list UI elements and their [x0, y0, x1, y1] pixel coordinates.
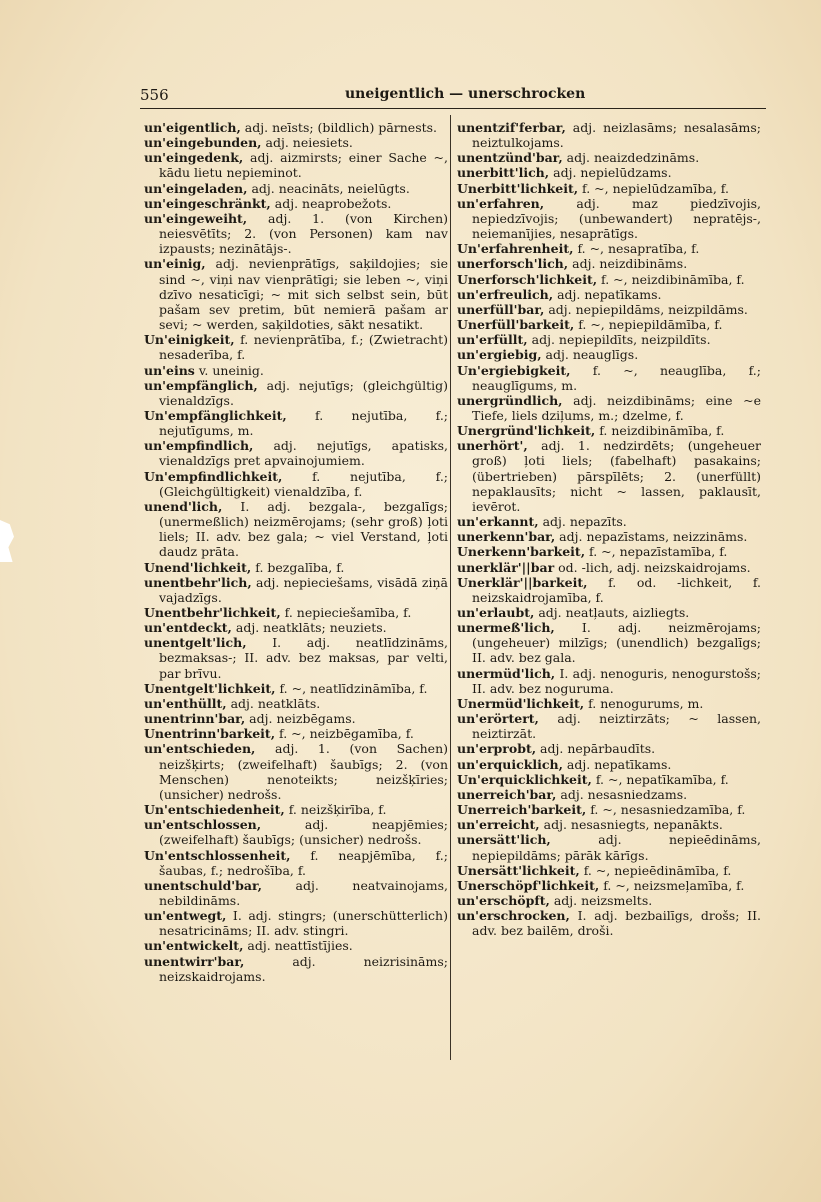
headword: unermeß'lich,: [457, 620, 555, 636]
dictionary-entry: [457, 363, 761, 393]
headword: unentgelt'lich,: [144, 635, 247, 651]
definition: adj. neizsmelts.: [549, 892, 653, 908]
definition: adj. nepatīkams.: [562, 756, 672, 772]
headword: unentwirr'bar,: [144, 953, 245, 969]
definition: f. ~, nesapratība, f.: [573, 241, 700, 257]
definition: adj. nejutīgs, apatisks, vienaldzīgs pret apvainojumiem.: [159, 438, 448, 469]
dictionary-entry: [144, 408, 448, 438]
headword: un'erschöpft,: [457, 892, 550, 908]
dictionary-entry: [144, 635, 448, 680]
definition: f. ~, nepielūdzamība, f.: [578, 180, 729, 196]
headword: Un'erquicklichkeit,: [457, 771, 592, 787]
headword: un'erprobt,: [457, 741, 537, 757]
headword: Unentgelt'lichkeit,: [144, 680, 276, 696]
headword: Unerforsch'lichkeit,: [457, 271, 598, 287]
headword: Un'erfahrenheit,: [457, 241, 574, 257]
headword: Unermüd'lichkeit,: [457, 695, 585, 711]
definition: adj. 1. (von Kirchen) neiesvētīts; 2. (von Personen) kam nav izpausts; nezinātājs-.: [159, 210, 448, 257]
dictionary-entry: [144, 120, 448, 135]
headword: un'eingedenk,: [144, 150, 244, 166]
dictionary-entry: [457, 863, 761, 878]
headword: un'eingebunden,: [144, 135, 262, 151]
definition: adj. neīsts; (bildlich) pārnests.: [240, 120, 438, 135]
definition: adj. neizrisināms; neizskaidrojams.: [159, 953, 448, 984]
definition: adj. neaprobežots.: [270, 195, 392, 211]
dictionary-entry: [144, 438, 448, 468]
dictionary-entry: [457, 666, 761, 696]
dictionary-entry: [144, 469, 448, 499]
definition: f. ~, nepieēdināmība, f.: [579, 862, 732, 878]
headword: un'eingeschränkt,: [144, 195, 271, 211]
dictionary-entry: [457, 772, 761, 787]
headword: Unerkenn'barkeit,: [457, 544, 586, 560]
definition: v. uneinig.: [194, 362, 264, 378]
dictionary-entry: [144, 726, 448, 741]
dictionary-entry: [457, 817, 761, 832]
headword: un'entwegt,: [144, 908, 227, 924]
definition: f. ~, neizbēgamība, f.: [275, 726, 414, 742]
definition: f. ~, nepatīkamība, f.: [591, 771, 729, 787]
definition: adj. aizmirsts; einer Sache ~, kādu lietu nepieminot.: [159, 150, 448, 181]
headword: un'entwickelt,: [144, 938, 244, 954]
definition: adj. neatļauts, aizliegts.: [534, 605, 690, 620]
dictionary-entry: [457, 181, 761, 196]
headword: unentbehr'lich,: [144, 574, 252, 590]
headword: Un'einigkeit,: [144, 332, 235, 348]
definition: adj. nepazīstams, neizzināms.: [555, 529, 748, 545]
dictionary-entry: [457, 150, 761, 165]
headword: unerbitt'lich,: [457, 165, 550, 181]
definition: adj. nepiepildīts, neizpildīts.: [527, 332, 711, 348]
definition: adj. nepārbaudīts.: [536, 741, 656, 757]
dictionary-entry: [457, 241, 761, 256]
right-column: [457, 120, 761, 938]
headword: un'entschlossen,: [144, 817, 262, 833]
definition: od. -lich, adj. neizskaidrojams.: [554, 559, 751, 575]
definition: f. nejutība, f.; (Gleichgültigkeit) vienaldzība, f.: [159, 468, 448, 499]
dictionary-entry: [457, 711, 761, 741]
dictionary-entry: [457, 908, 761, 938]
dictionary-entry: [144, 378, 448, 408]
definition: f. ~, nepazīstamība, f.: [585, 544, 728, 560]
dictionary-entry: [457, 347, 761, 362]
definition: adj. nepieēdināms, nepiepildāms; pārāk kārīgs.: [472, 832, 761, 863]
headword: unentzif'ferbar,: [457, 120, 566, 135]
dictionary-entry: [457, 196, 761, 241]
definition: I. adj. neatlīdzināms, bezmaksas-; II. adv. bez maksas, par velti, par brīvu.: [159, 635, 448, 681]
headword: Unerklär'||barkeit,: [457, 574, 588, 590]
definition: adj. nepieciešams, visādā ziņā vajadzīgs.: [159, 574, 448, 605]
dictionary-entry: [144, 908, 448, 938]
dictionary-entry: [457, 605, 761, 620]
dictionary-entry: [457, 575, 761, 605]
headword: Unerschöpf'lichkeit,: [457, 877, 600, 893]
dictionary-entry: [144, 256, 448, 332]
definition: f. nevienprātība, f.; (Zwietracht) nesaderība, f.: [159, 332, 448, 363]
definition: f. nejutība, f.; nejutīgums, m.: [159, 407, 448, 439]
definition: f. bezgalība, f.: [251, 559, 345, 575]
definition: adj. nesasniegts, nepanākts.: [539, 817, 723, 833]
dictionary-entry: [144, 938, 448, 953]
definition: f. neizšķirība, f.: [284, 802, 387, 818]
headword: un'erkannt,: [457, 514, 539, 530]
dictionary-entry: [144, 499, 448, 560]
definition: adj. neatvainojams, nebildināms.: [159, 877, 448, 908]
dictionary-entry: [457, 696, 761, 711]
dictionary-entry: [457, 165, 761, 180]
headword: un'erreicht,: [457, 817, 540, 833]
dictionary-entry: [457, 620, 761, 665]
dictionary-entry: [457, 120, 761, 150]
headword: unergründlich,: [457, 392, 563, 408]
definition: f. ~, nepiepildāmība, f.: [574, 317, 723, 333]
headword: Un'ergiebigkeit,: [457, 362, 571, 378]
headword: unend'lich,: [144, 498, 223, 514]
headword: un'erschrocken,: [457, 908, 570, 924]
dictionary-entry: [144, 181, 448, 196]
dictionary-entry: [457, 757, 761, 772]
headword: un'ergiebig,: [457, 347, 542, 363]
headword: unersätt'lich,: [457, 832, 551, 848]
page-number: 556: [140, 86, 169, 104]
dictionary-entry: [144, 150, 448, 180]
definition: f. ~, nesasniedzamība, f.: [586, 802, 746, 818]
headword: un'erlaubt,: [457, 605, 535, 620]
dictionary-entry: [144, 878, 448, 908]
headword: Unerbitt'lichkeit,: [457, 180, 579, 196]
headword: un'eigentlich,: [144, 120, 241, 135]
headword: Un'empfindlichkeit,: [144, 468, 283, 484]
headword: un'entdeckt,: [144, 620, 232, 636]
headword: un'erörtert,: [457, 711, 539, 727]
headword: unentrinn'bar,: [144, 711, 246, 727]
definition: adj. nepielūdzams.: [549, 165, 672, 181]
dictionary-entry: [457, 514, 761, 529]
definition: f. neapjēmība, f.; šaubas, f.; nedrošība, f.: [159, 847, 448, 878]
dictionary-entry: [144, 711, 448, 726]
definition: I. adj. bezgala-, bezgalīgs; (unermeßlich) neizmērojams; (sehr groß) ļoti liels; II. adv. bez gala; ~ viel Verstand, ļoti daudz prāta.: [159, 498, 448, 560]
headword: Un'entschiedenheit,: [144, 802, 285, 818]
headword: Unergründ'lichkeit,: [457, 423, 596, 439]
definition: adj. neizbēgams.: [245, 711, 356, 727]
headword: un'eins: [144, 362, 195, 378]
definition: adj. neacināts, neielūgts.: [247, 180, 410, 196]
headword: unentschuld'bar,: [144, 877, 262, 893]
headword: Unersätt'lichkeit,: [457, 862, 580, 878]
dictionary-entry: [457, 287, 761, 302]
definition: adj. neizlasāms; nesalasāms; neiztulkojams.: [472, 120, 761, 151]
dictionary-entry: [144, 211, 448, 256]
headword: Unend'lichkeit,: [144, 559, 252, 575]
headword: un'empfindlich,: [144, 438, 254, 454]
definition: f. nepieciešamība, f.: [280, 605, 412, 620]
definition: f. ~, neatlīdzināmība, f.: [275, 680, 428, 696]
headword: unerfüll'bar,: [457, 301, 545, 317]
definition: adj. neatklāts; neuziets.: [231, 620, 387, 636]
dictionary-entry: [457, 832, 761, 862]
dictionary-entry: [457, 423, 761, 438]
definition: adj. nevienprātīgs, saķildojies; sie sind ~, viņi nav vienprātīgi; sie leben ~, viņi dzīvo nesaticīgi; ~ mit sich selbst sein, būt pašam sev pretim, būt nemierā pašam ar sevi; ~ werden, saķildoties, sākt nesatikt.: [159, 256, 448, 333]
definition: adj. nesasniedzams.: [556, 786, 688, 802]
headword: unerkenn'bar,: [457, 529, 556, 545]
headword: un'erfüllt,: [457, 332, 528, 348]
definition: adj. neizdibināms.: [568, 256, 688, 272]
headword: Unerreich'barkeit,: [457, 802, 587, 818]
definition: adj. nepatīkams.: [553, 286, 662, 302]
definition: adj. nejutīgs; (gleichgültig) vienaldzīgs.: [159, 377, 448, 408]
dictionary-entry: [144, 560, 448, 575]
dictionary-entry: [144, 332, 448, 362]
definition: adj. 1. nedzirdēts; (ungeheuer groß) ļoti liels; (fabelhaft) pasakains; (übertrieben) pārspīlēts; 2. (unerfüllt) nepaklausīts; nicht ~ lassen, paklausīt, ievērot.: [472, 438, 761, 514]
dictionary-entry: [457, 893, 761, 908]
definition: adj. neatklāts.: [226, 695, 321, 711]
headword: un'erquicklich,: [457, 756, 563, 772]
definition: adj. 1. (von Sachen) neizšķirts; (zweifelhaft) šaubīgs; 2. (von Menschen) nenoteikts; neizšķīries; (unsicher) nedrošs.: [159, 741, 448, 802]
torn-edge: [0, 520, 14, 562]
headword: un'erfahren,: [457, 195, 545, 211]
headword: unentzünd'bar,: [457, 150, 563, 166]
headword: Unentrinn'barkeit,: [144, 726, 276, 742]
dictionary-entry: [457, 529, 761, 544]
headword: unerforsch'lich,: [457, 256, 569, 272]
dictionary-entry: [144, 817, 448, 847]
definition: adj. neiztirzāts; ~ lassen, neiztirzāt.: [472, 711, 761, 742]
definition: f. neizdibināmība, f.: [595, 423, 725, 439]
headword: Un'entschlossenheit,: [144, 847, 291, 863]
headword: Un'empfänglichkeit,: [144, 407, 287, 423]
dictionary-entry: [144, 135, 448, 150]
dictionary-entry: [457, 256, 761, 271]
dictionary-entry: [457, 332, 761, 347]
definition: adj. neaizdedzināms.: [562, 150, 700, 166]
dictionary-entry: [457, 878, 761, 893]
headword: Unerfüll'barkeit,: [457, 317, 575, 333]
definition: adj. nepazīts.: [538, 514, 627, 530]
dictionary-entry: [457, 544, 761, 559]
definition: f. od. -lichkeit, f. neizskaidrojamība, f.: [472, 574, 761, 605]
dictionary-entry: [457, 741, 761, 756]
dictionary-entry: [144, 696, 448, 711]
headword: un'eingeladen,: [144, 180, 248, 196]
dictionary-entry: [457, 438, 761, 514]
dictionary-entry: [144, 620, 448, 635]
dictionary-entry: [457, 802, 761, 817]
headword: un'erfreulich,: [457, 286, 554, 302]
definition: I. adj. stingrs; (unerschütterlich) nesatricināms; II. adv. stingri.: [159, 908, 448, 939]
definition: adj. nepiepildāms, neizpildāms.: [544, 301, 748, 317]
running-title: uneigentlich — unerschrocken: [345, 86, 586, 102]
dictionary-entry: [144, 741, 448, 802]
dictionary-entry: [457, 393, 761, 423]
dictionary-entry: [144, 605, 448, 620]
definition: adj. neiesiets.: [261, 135, 353, 151]
dictionary-entry: [144, 954, 448, 984]
definition: f. nenogurums, m.: [584, 695, 704, 711]
definition: I. adj. nenoguris, nenogurstošs; II. adv. bez noguruma.: [472, 665, 761, 696]
left-column: [144, 120, 448, 984]
dictionary-entry: [144, 848, 448, 878]
headword: unerreich'bar,: [457, 786, 557, 802]
column-divider: [450, 115, 451, 1060]
headword: unerklär'||bar: [457, 559, 555, 575]
dictionary-entry: [457, 787, 761, 802]
definition: I. adj. neizmērojams; (ungeheuer) milzīgs; (unendlich) bezgalīgs; II. adv. bez gala.: [472, 620, 761, 666]
headword: un'enthüllt,: [144, 695, 227, 711]
dictionary-entry: [144, 575, 448, 605]
headword: un'eingeweiht,: [144, 210, 248, 226]
page-header: [140, 86, 766, 109]
definition: adj. maz piedzīvojis, nepiedzīvojis; (unbewandert) nepratējs-, neiemanījies, nesaprātīgs.: [472, 195, 761, 242]
dictionary-entry: [144, 681, 448, 696]
definition: f. ~, neauglība, f.; neauglīgums, m.: [472, 362, 761, 393]
definition: adj. neauglīgs.: [541, 347, 639, 363]
definition: adj. neizdibināms; eine ~e Tiefe, liels dziļums, m.; dzelme, f.: [472, 392, 761, 423]
dictionary-entry: [144, 196, 448, 211]
headword: Unentbehr'lichkeit,: [144, 605, 281, 620]
dictionary-entry: [457, 317, 761, 332]
headword: unerhört',: [457, 438, 528, 454]
dictionary-entry: [457, 302, 761, 317]
dictionary-entry: [144, 363, 448, 378]
headword: un'einig,: [144, 256, 206, 272]
definition: adj. neattīstījies.: [243, 938, 353, 954]
headword: unermüd'lich,: [457, 665, 556, 681]
definition: f. ~, neizsmeļamība, f.: [599, 877, 745, 893]
dictionary-entry: [457, 560, 761, 575]
headword: un'empfänglich,: [144, 377, 258, 393]
definition: f. ~, neizdibināmība, f.: [597, 271, 745, 287]
dictionary-entry: [457, 272, 761, 287]
definition: adj. neapjēmies; (zweifelhaft) šaubīgs; (unsicher) nedrošs.: [159, 817, 448, 848]
definition: I. adj. bezbailīgs, drošs; II. adv. bez bailēm, droši.: [472, 908, 761, 939]
headword: un'entschieden,: [144, 741, 256, 757]
dictionary-entry: [144, 802, 448, 817]
